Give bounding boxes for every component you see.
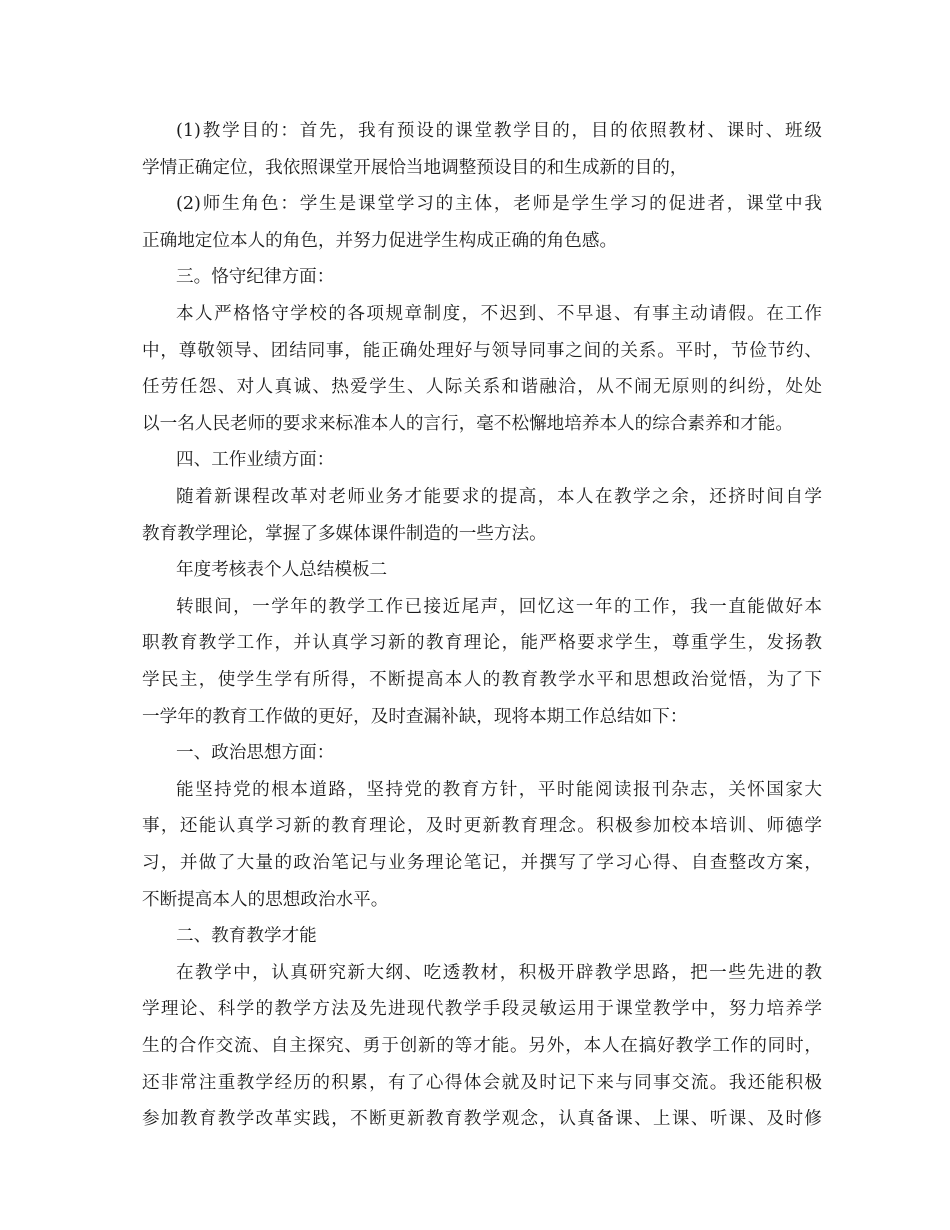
text-line: 二、教育教学才能	[176, 926, 317, 947]
text-line: 参加教育教学改革实践，不断更新教育教学观念，认真备课、上课、听课、及时修	[142, 1109, 822, 1130]
text-line: 一学年的教育工作做的更好，及时查漏补缺，现将本期工作总结如下：	[142, 706, 688, 727]
text-line: 三。恪守纪律方面：	[176, 267, 335, 288]
text-line: 四、工作业绩方面：	[176, 450, 335, 471]
text-line: 正确地定位本人的角色，并努力促进学生构成正确的角色感。	[142, 230, 618, 251]
text-line: 事，还能认真学习新的教育理论，及时更新教育理念。积极参加校本培训、师德学	[142, 816, 822, 837]
text-line: 学民主，使学生学有所得，不断提高本人的教育教学水平和思想政治觉悟，为了下	[142, 670, 822, 690]
text-line: 转眼间，一学年的教学工作已接近尾声，回忆这一年的工作，我一直能做好本	[176, 596, 822, 617]
text-line: 中，尊敬领导、团结同事，能正确处理好与领导同事之间的关系。平时，节俭节约、	[142, 340, 822, 361]
text-line: 学情正确定位，我依照课堂开展恰当地调整预设目的和生成新的目的，	[142, 157, 688, 178]
text-line: 教育教学理论，掌握了多媒体课件制造的一些方法。	[142, 523, 547, 544]
text-line: 以一名人民老师的要求来标准本人的言行，毫不松懈地培养本人的综合素养和才能。	[142, 413, 793, 434]
text-line: 职教育教学工作，并认真学习新的教育理论，能严格要求学生，尊重学生，发扬教	[142, 633, 822, 654]
text-line: 习，并做了大量的政治笔记与业务理论笔记，并撰写了学习心得、自查整改方案，	[142, 853, 822, 873]
text-line: 本人严格恪守学校的各项规章制度，不迟到、不早退、有事主动请假。在工作	[176, 304, 822, 324]
text-line: 年度考核表个人总结模板二	[176, 560, 388, 581]
text-line: 随着新课程改革对老师业务才能要求的提高，本人在教学之余，还挤时间自学	[176, 487, 822, 507]
text-line: 不断提高本人的思想政治水平。	[142, 889, 389, 910]
text-line: 生的合作交流、自主探究、勇于创新的等才能。另外，本人在搞好教学工作的同时，	[142, 1036, 822, 1056]
text-line: 能坚持党的根本道路，坚持党的教育方针，平时能阅读报刊杂志，关怀国家大	[176, 779, 822, 800]
text-line: (2)师生角色：学生是课堂学习的主体，老师是学生学习的促进者，课堂中我	[176, 194, 822, 215]
text-line: 学理论、科学的教学方法及先进现代教学手段灵敏运用于课堂教学中，努力培养学	[142, 999, 822, 1020]
text-line: 一、政治思想方面：	[176, 743, 335, 764]
text-line: 在教学中，认真研究新大纲、吃透教材，积极开辟教学思路，把一些先进的教	[176, 962, 822, 983]
text-line: (1)教学目的：首先，我有预设的课堂教学目的，目的依照教材、课时、班级	[176, 121, 822, 141]
text-line: 还非常注重教学经历的积累，有了心得体会就及时记下来与同事交流。我还能积极	[142, 1072, 822, 1093]
text-line: 任劳任怨、对人真诚、热爱学生、人际关系和谐融洽，从不闹无原则的纠纷，处处	[142, 377, 822, 398]
